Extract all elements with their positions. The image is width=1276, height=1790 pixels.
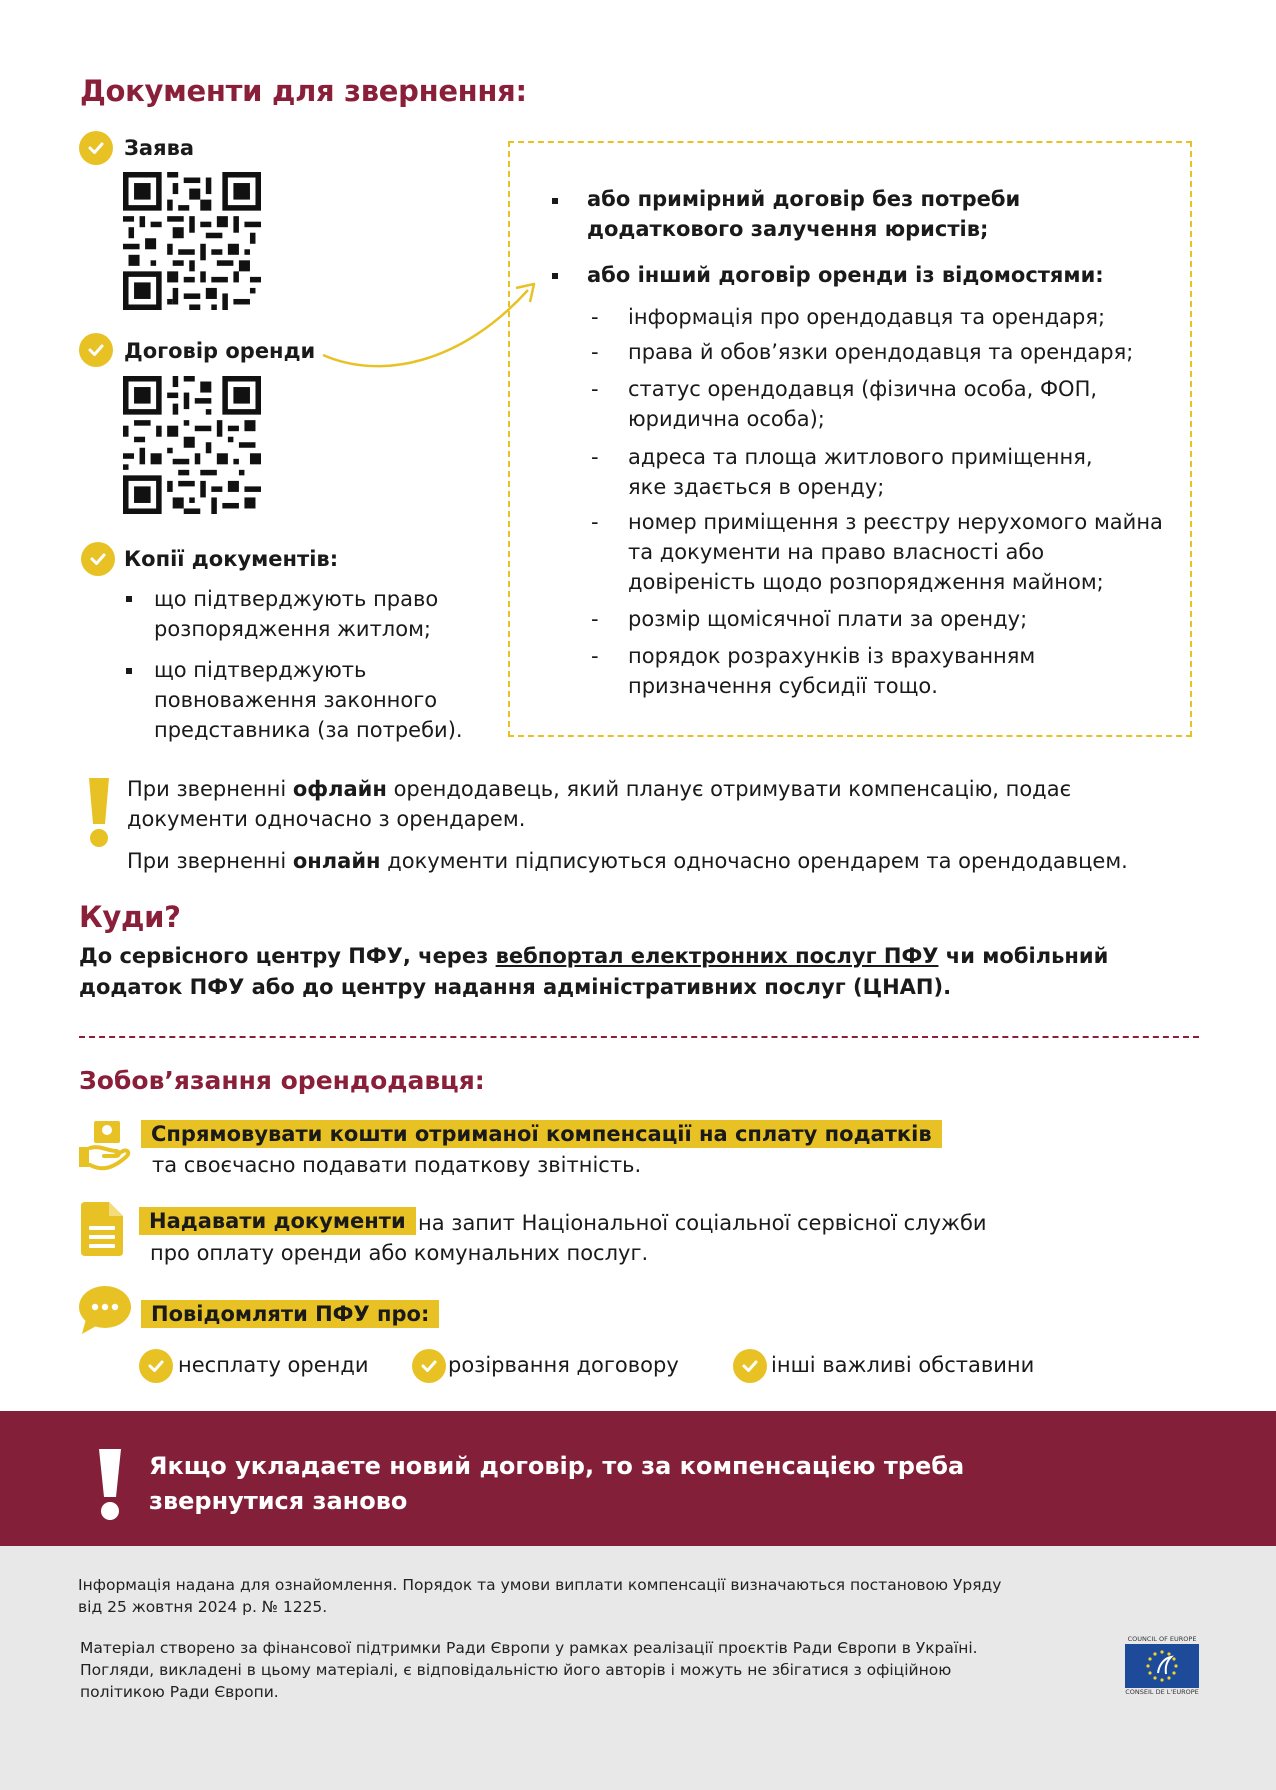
eu-stars-logo-icon xyxy=(1125,1644,1199,1688)
exclamation-icon xyxy=(96,1449,124,1521)
banner-text: Якщо укладаєте новий договір, то за компенсацією треба звернутися заново xyxy=(149,1452,965,1515)
detail-item-1: інформація про орендодавця та орендаря; xyxy=(628,305,1106,329)
hand-money-icon xyxy=(76,1117,134,1175)
obligation-taxes-highlight: Спрямовувати кошти отриманої компенсації на сплату податків xyxy=(141,1120,942,1148)
council-of-europe-logo: COUNCIL OF EUROPE CONSEIL DE L'EUROPE xyxy=(1125,1635,1199,1696)
where-title: Куди? xyxy=(79,900,181,934)
section-divider xyxy=(79,1036,1199,1038)
detail-item-5: номер приміщення з реєстру нерухомого майна та документи на право власності або довіреність щодо розпорядження майном; xyxy=(628,510,1163,594)
check-icon xyxy=(79,333,113,367)
item-application-label: Заява xyxy=(124,136,195,160)
check-icon xyxy=(733,1349,767,1383)
check-icon xyxy=(81,542,115,576)
detail-item-7: порядок розрахунків із врахуванням призначення субсидії тощо. xyxy=(628,644,1036,698)
contract-bullet-other: або інший договір оренди із відомостями: xyxy=(587,263,1104,287)
documents-title: Документи для звернення: xyxy=(80,74,527,108)
obligation-documents-text-1: на запит Національної соціальної сервісної служби xyxy=(418,1211,987,1235)
copies-item-2: що підтверджують повноваження законного представника (за потреби). xyxy=(154,658,463,742)
footer-coe-disclaimer: Матеріал створено за фінансової підтримки Ради Європи у рамках реалізації проєктів Ради Європи в Україні. Погляди, викладені в цьому матеріалі, є відповідальністю його авторів і можуть не збігатися з офіційною політикою Ради Європи. xyxy=(80,1639,978,1701)
chat-bubble-icon xyxy=(78,1285,132,1335)
dash-marker: - xyxy=(591,305,599,329)
exclamation-icon xyxy=(86,778,112,848)
detail-item-2: права й обов’язки орендодавця та орендаря; xyxy=(628,340,1134,364)
notify-item-1: несплату оренди xyxy=(178,1353,369,1377)
obligations-title: Зобов’язання орендодавця: xyxy=(79,1066,485,1095)
dash-marker: - xyxy=(591,510,599,534)
notice-online: При зверненні онлайн документи підписуються одночасно орендарем та орендодавцем. xyxy=(127,849,1128,873)
qr-code-application[interactable] xyxy=(123,172,261,310)
notice-offline: При зверненні офлайн орендодавець, який планує отримувати компенсацію, подає документи одночасно з орендарем. xyxy=(127,777,1072,831)
document-icon xyxy=(79,1202,125,1256)
detail-item-3: статус орендодавця (фізична особа, ФОП, юридична особа); xyxy=(628,377,1098,431)
footer-info: Інформація надана для ознайомлення. Порядок та умови виплати компенсації визначаються постановою Уряду від 25 жовтня 2024 р. № 1225. xyxy=(78,1576,1002,1616)
check-icon xyxy=(79,131,113,165)
item-lease-label: Договір оренди xyxy=(124,339,316,363)
qr-code-lease[interactable] xyxy=(123,376,261,514)
obligation-notify-highlight: Повідомляти ПФУ про: xyxy=(141,1300,439,1328)
where-text: До сервісного центру ПФУ, через вебпортал електронних послуг ПФУ чи мобільний додаток ПФУ або до центру надання адміністративних послуг (ЦНАП). xyxy=(79,944,1109,999)
detail-item-4: адреса та площа житлового приміщення, яке здається в оренду; xyxy=(628,445,1093,499)
bullet-marker xyxy=(552,198,558,204)
obligation-documents-text-2: про оплату оренди або комунальних послуг. xyxy=(150,1241,649,1265)
notify-item-2: розірвання договору xyxy=(448,1353,679,1377)
bullet-marker xyxy=(126,668,132,674)
dash-marker: - xyxy=(591,377,599,401)
bullet-marker xyxy=(552,273,558,279)
contract-bullet-sample: або примірний договір без потреби додаткового залучення юристів; xyxy=(587,187,1021,241)
detail-item-6: розмір щомісячної плати за оренду; xyxy=(628,607,1028,631)
pfu-portal-link[interactable]: вебпортал електронних послуг ПФУ xyxy=(495,944,939,968)
copies-item-1: що підтверджують право розпорядження житлом; xyxy=(154,587,439,641)
dash-marker: - xyxy=(591,607,599,631)
item-copies-label: Копії документів: xyxy=(124,547,339,571)
check-icon xyxy=(139,1349,173,1383)
obligation-taxes-text: та своєчасно подавати податкову звітність. xyxy=(152,1153,642,1177)
check-icon xyxy=(412,1349,446,1383)
dash-marker: - xyxy=(591,340,599,364)
bullet-marker xyxy=(126,596,132,602)
notify-item-3: інші важливі обставини xyxy=(771,1353,1035,1377)
dash-marker: - xyxy=(591,644,599,668)
obligation-documents-highlight: Надавати документи xyxy=(139,1207,416,1235)
dash-marker: - xyxy=(591,445,599,469)
